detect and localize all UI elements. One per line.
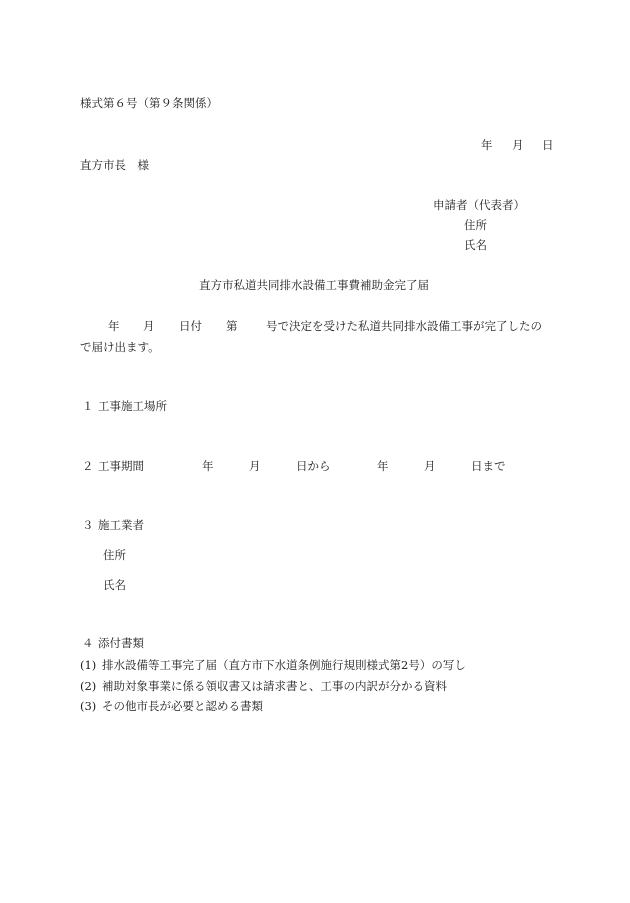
body-month: 月 <box>143 319 155 333</box>
date-day: 日 <box>542 138 554 152</box>
contractor-name-label: 氏名 <box>103 578 126 592</box>
period-to-month: 月 <box>424 459 436 473</box>
section-4-label: 添付書類 <box>98 636 144 650</box>
body-year: 年 <box>108 319 120 333</box>
section-4-number: ４ <box>82 636 94 650</box>
attachment-2-text: 補助対象事業に係る領収書又は請求書と、工事の内訳が分かる資料 <box>102 679 447 693</box>
period-from-day: 日から <box>296 459 331 473</box>
form-number: 様式第６号（第９条関係） <box>80 96 218 110</box>
period-from-year: 年 <box>202 459 214 473</box>
contractor-address-label: 住所 <box>103 548 126 562</box>
section-2-label: 工事期間 <box>98 459 144 473</box>
attachment-1-number: (1) <box>80 658 97 672</box>
body-day-attached: 日付 <box>179 319 202 333</box>
section-3-label: 施工業者 <box>98 518 144 532</box>
attachment-3-number: (3) <box>80 699 97 713</box>
period-to-day: 日まで <box>471 459 506 473</box>
applicant-name-label: 氏名 <box>464 238 487 252</box>
section-1-number: １ <box>82 399 94 413</box>
body-line2: で届け出ます。 <box>80 340 160 354</box>
period-from-month: 月 <box>249 459 261 473</box>
section-2-number: ２ <box>82 459 94 473</box>
attachment-3-text: その他市長が必要と認める書類 <box>102 699 263 713</box>
document-title: 直方市私道共同排水設備工事費補助金完了届 <box>199 278 429 292</box>
date-year: 年 <box>481 138 493 152</box>
applicant-label: 申請者（代表者） <box>433 198 525 212</box>
section-1-label: 工事施工場所 <box>98 399 167 413</box>
applicant-address-label: 住所 <box>464 218 487 232</box>
period-to-year: 年 <box>377 459 389 473</box>
body-dai: 第 <box>226 319 238 333</box>
attachment-2-number: (2) <box>80 679 97 693</box>
section-3-number: ３ <box>82 518 94 532</box>
date-month: 月 <box>512 138 524 152</box>
attachment-1-text: 排水設備等工事完了届（直方市下水道条例施行規則様式第2号）の写し <box>102 658 466 672</box>
addressee: 直方市長 様 <box>80 158 149 172</box>
body-rest: 号で決定を受けた私道共同排水設備工事が完了したの <box>266 319 542 333</box>
